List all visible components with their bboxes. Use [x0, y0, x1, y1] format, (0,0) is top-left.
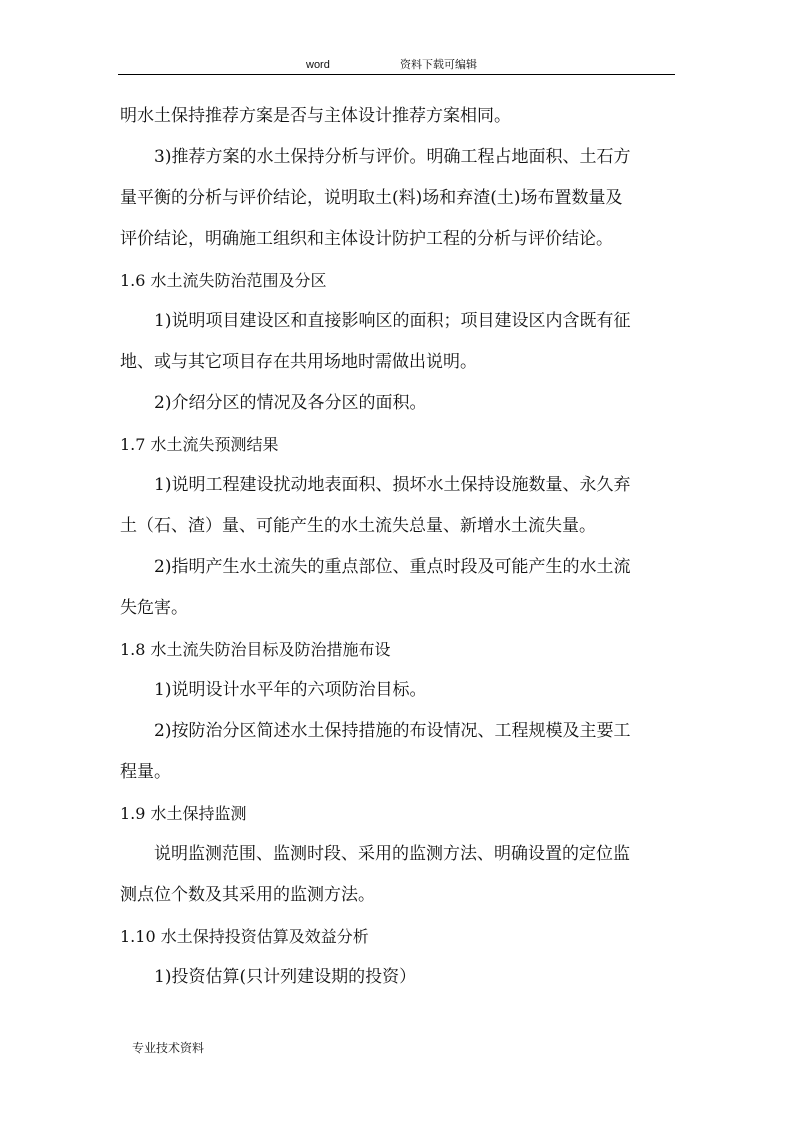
text-line: 2)指明产生水土流失的重点部位、重点时段及可能产生的水土流: [154, 557, 631, 577]
section-heading: 1.8 水土流失防治目标及防治措施布设: [120, 640, 391, 659]
text-line: 1)投资估算(只计列建设期的投资）: [154, 967, 417, 987]
text-line: 1)说明项目建设区和直接影响区的面积；项目建设区内含既有征: [154, 311, 631, 331]
section-heading: 1.9 水土保持监测: [120, 804, 247, 823]
text-line: 测点位个数及其采用的监测方法。: [120, 885, 375, 905]
text-line: 地、或与其它项目存在共用场地时需做出说明。: [120, 352, 477, 372]
text-line: 量平衡的分析与评价结论，说明取土(料)场和弃渣(土)场布置数量及: [120, 188, 623, 208]
page-footer: 专业技术资料: [132, 1041, 205, 1055]
page-header: [118, 56, 675, 75]
text-line: 明水土保持推荐方案是否与主体设计推荐方案相同。: [120, 106, 511, 126]
text-line: 土（石、渣）量、可能产生的水土流失总量、新增水土流失量。: [120, 516, 596, 536]
document-body: [120, 96, 676, 998]
text-line: 说明监测范围、监测时段、采用的监测方法、明确设置的定位监: [154, 844, 630, 864]
text-line: 1)说明工程建设扰动地表面积、损坏水土保持设施数量、永久弃: [154, 475, 631, 495]
section-heading: 1.7 水土流失预测结果: [120, 435, 279, 454]
text-line: 2)按防治分区简述水土保持措施的布设情况、工程规模及主要工: [154, 721, 631, 741]
text-line: 2)介绍分区的情况及各分区的面积。: [154, 393, 427, 413]
header-word-label: word: [306, 59, 330, 71]
text-line: 评价结论，明确施工组织和主体设计防护工程的分析与评价结论。: [120, 229, 613, 249]
header-description: 资料下载可编辑: [400, 59, 477, 71]
section-heading: 1.6 水土流失防治范围及分区: [120, 271, 327, 290]
text-line: 1)说明设计水平年的六项防治目标。: [154, 680, 427, 700]
text-line: 3)推荐方案的水土保持分析与评价。明确工程占地面积、土石方: [154, 147, 631, 167]
text-line: 失危害。: [120, 598, 188, 618]
text-line: 程量。: [120, 762, 171, 782]
section-heading: 1.10 水土保持投资估算及效益分析: [120, 927, 369, 946]
